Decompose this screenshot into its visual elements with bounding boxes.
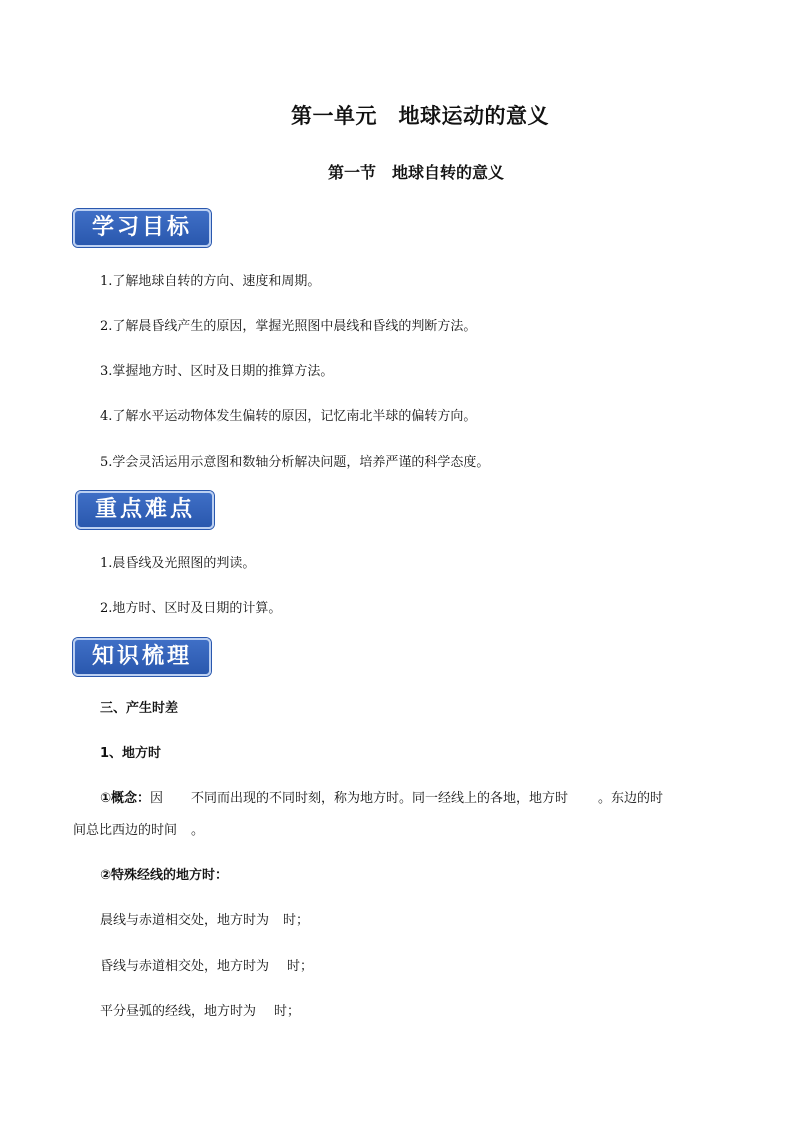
section-subtitle: 第一节 地球自转的意义 — [327, 163, 504, 182]
special-item: 晨线与赤道相交处，地方时为 时； — [100, 913, 310, 928]
local-time-heading: 1、地方时 — [100, 746, 162, 761]
special-item: 昏线与赤道相交处，地方时为 时； — [100, 959, 314, 974]
goal-item: 2.了解晨昏线产生的原因，掌握光照图中晨线和昏线的判断方法。 — [100, 319, 477, 334]
keypoint-item: 2.地方时、区时及日期的计算。 — [100, 601, 282, 616]
concept-line-continued: 间总比西边的时间 。 — [73, 823, 205, 838]
goal-item: 1.了解地球自转的方向、速度和周期。 — [100, 274, 321, 289]
special-meridian-heading: ②特殊经线的地方时： — [100, 868, 229, 883]
concept-line: ①概念：因 不同而出现的不同时刻，称为地方时。同一经线上的各地，地方时 。东边的时 — [100, 791, 664, 806]
goal-item: 4.了解水平运动物体发生偏转的原因，记忆南北半球的偏转方向。 — [100, 409, 477, 424]
page-title: 第一单元 地球运动的意义 — [291, 103, 549, 128]
knowledge-review-badge: 知识梳理 — [73, 638, 211, 676]
learning-goals-badge: 学习目标 — [73, 209, 211, 247]
concept-label: ①概念： — [100, 791, 151, 806]
knowledge-heading: 三、产生时差 — [100, 701, 179, 716]
keypoint-item: 1.晨昏线及光照图的判读。 — [100, 556, 256, 571]
key-points-badge: 重点难点 — [76, 491, 214, 529]
goal-item: 3.掌握地方时、区时及日期的推算方法。 — [100, 364, 334, 379]
special-item: 平分昼弧的经线，地方时为 时； — [100, 1004, 301, 1019]
goal-item: 5.学会灵活运用示意图和数轴分析解决问题，培养严谨的科学态度。 — [100, 455, 490, 470]
